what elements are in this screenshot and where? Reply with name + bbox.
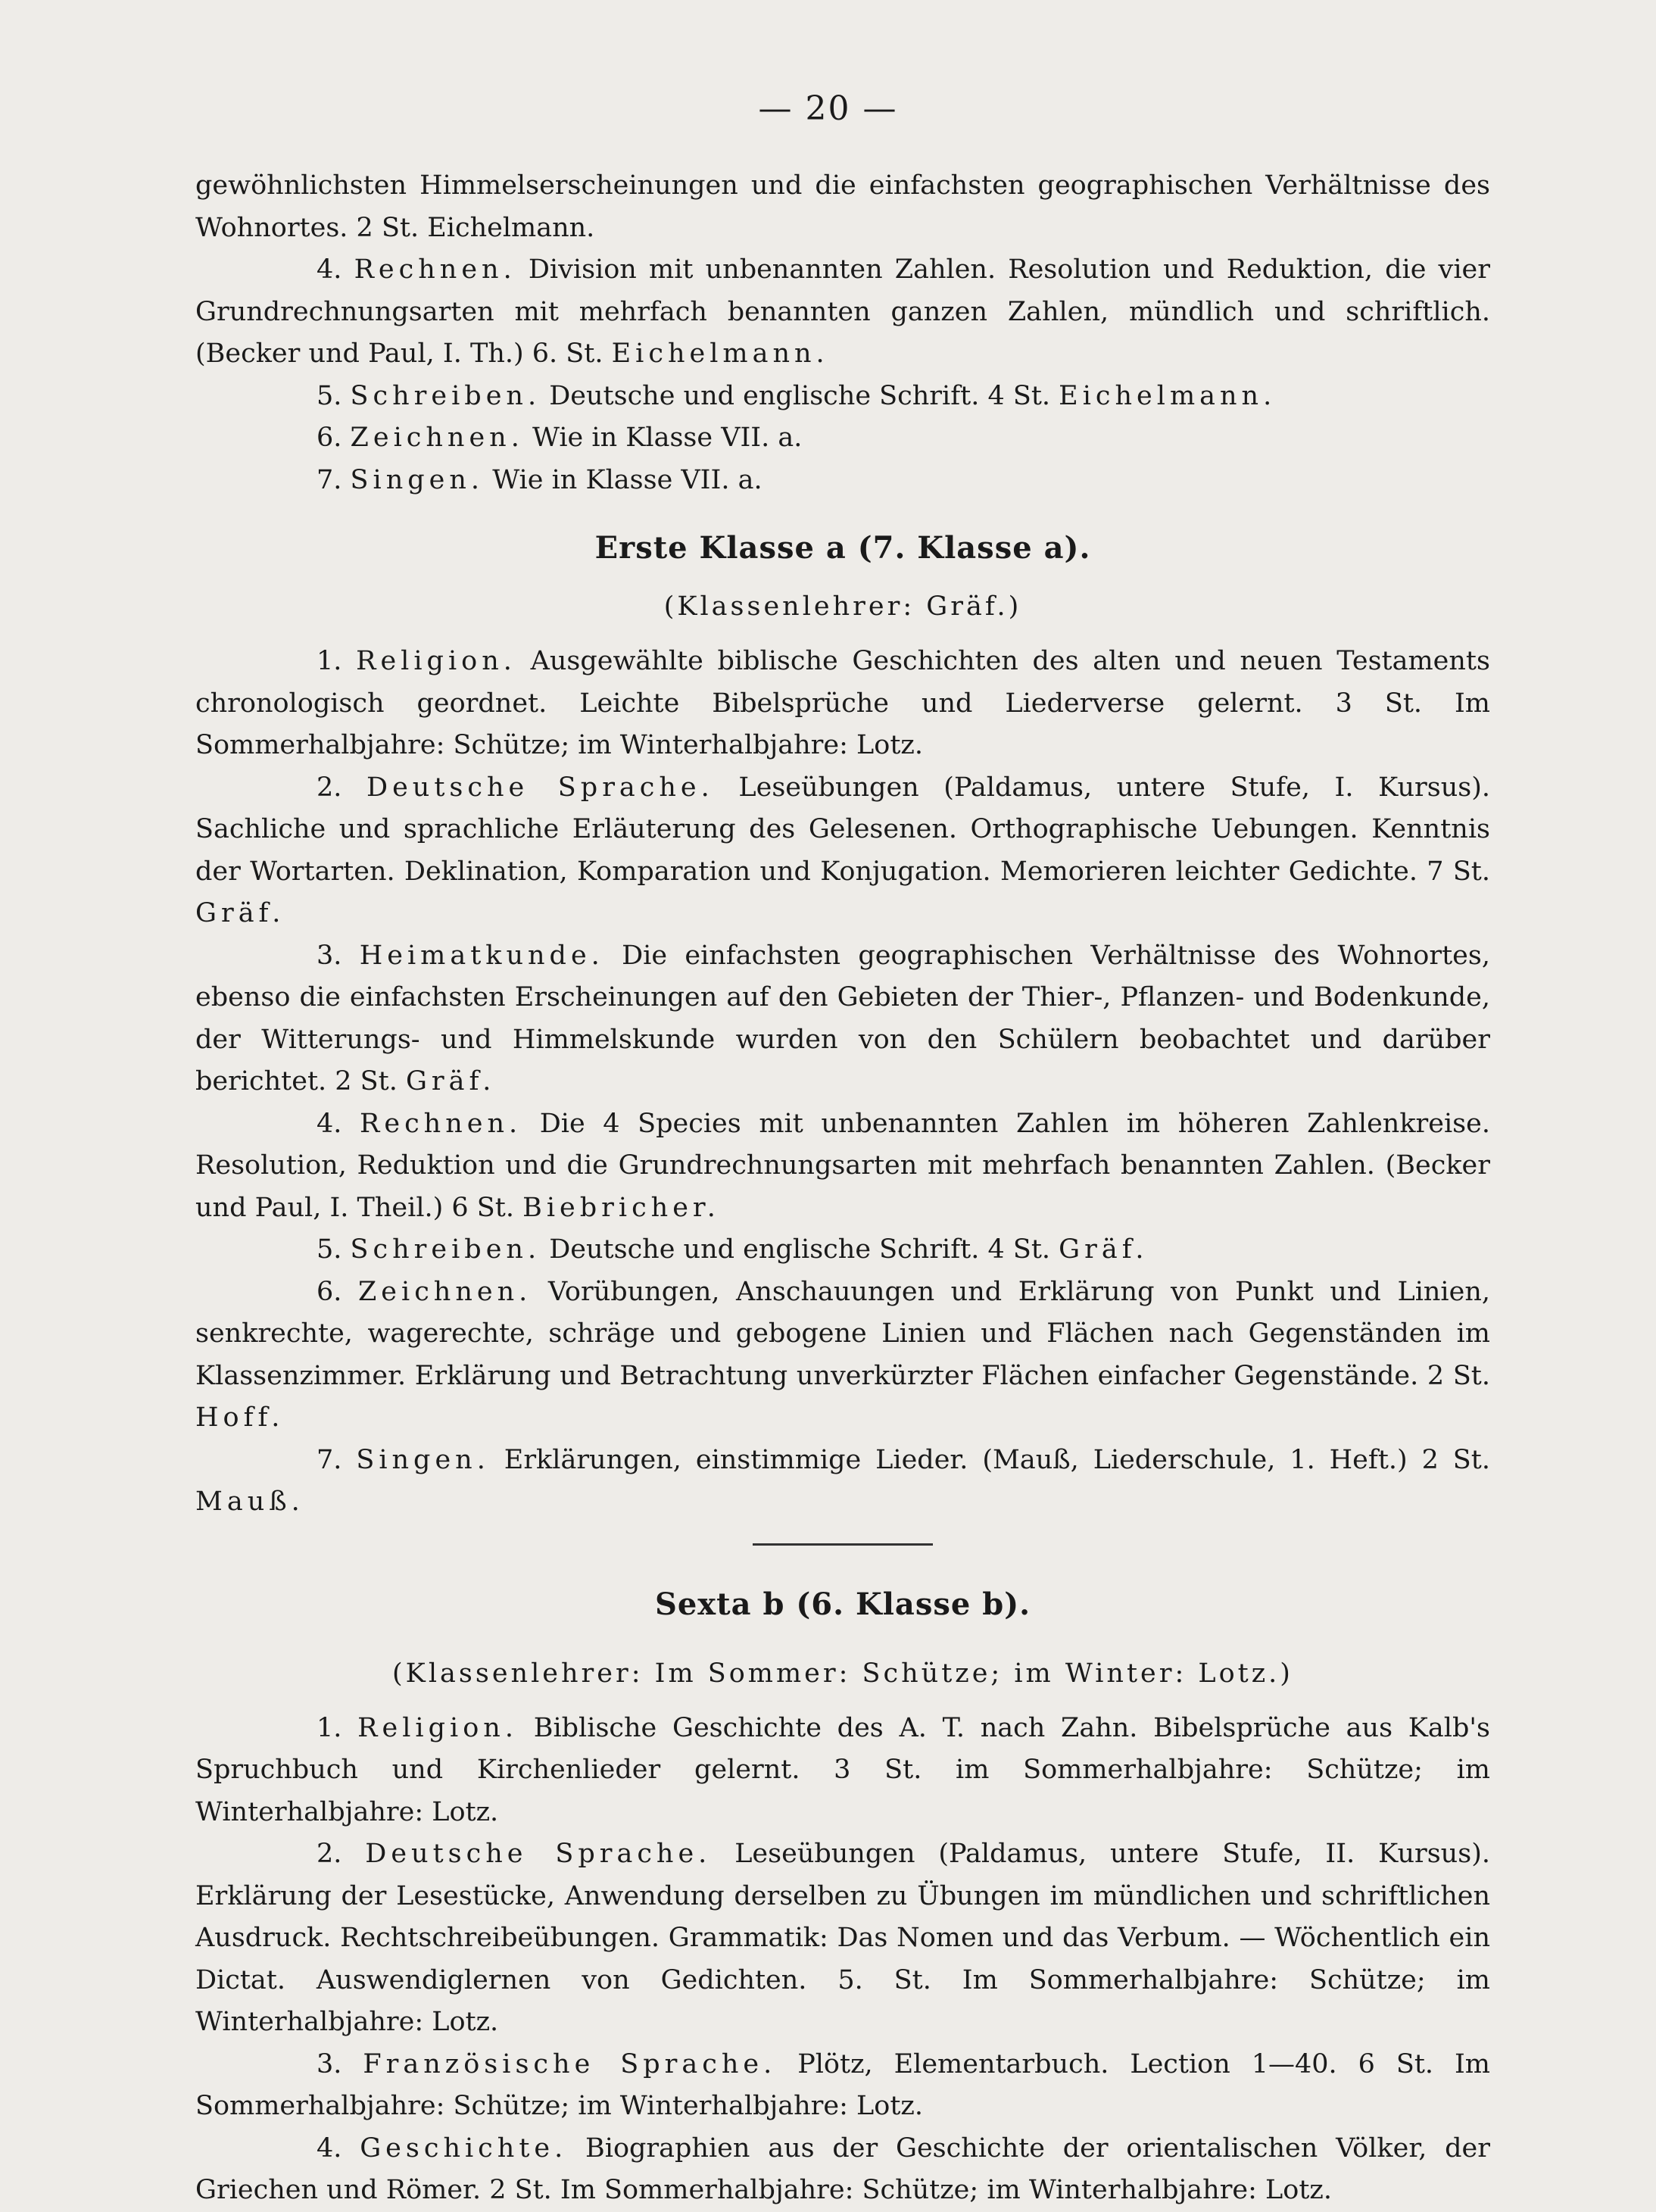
list-item: 6. Zeichnen. Wie in Klasse VII. a. [317,423,803,453]
page-number: — 20 — [758,89,898,128]
section1-items [195,249,1490,501]
list-item: 5. Schreiben. Deutsche und englische Schrift. 4 St. Eichelmann. [317,380,1277,411]
list-item: 4. Rechnen. Division mit unbenannten Zahlen. Resolution und Reduktion, die vier Grundrechnungsarten mit mehrfach benannten ganzen Zahlen, mündlich und schriftlich. (Becker und Paul, I. Th.) 6. St. Eichelmann. [195,254,1490,369]
list-item: 7. Singen. Wie in Klasse VII. a. [317,464,763,495]
list-item: 3. Französische Sprache. Plötz, Elementarbuch. Lection 1—40. 6 St. Im Sommerhalbjahre: Schütze; im Winterhalbjahre: Lotz. [195,2048,1490,2121]
teacher-name: Eichelmann. [611,339,829,369]
list-item: 1. Religion. Biblische Geschichte des A. T. nach Zahn. Bibelsprüche aus Kalb's Spruchbuch und Kirchenlieder gelernt. 3 St. im Sommerhalbjahre: Schütze; im Winterhalbjahre: Lotz. [195,1712,1490,1827]
section2-items [195,641,1490,1524]
subject-label: Singen. [356,1444,490,1475]
section-heading: Sexta b (6. Klasse b). [654,1586,1031,1622]
list-item: 4. Geschichte. Biographien aus der Geschichte der orientalischen Völker, der Griechen und Römer. 2 St. Im Sommerhalbjahre: Schütze; im Winterhalbjahre: Lotz. [195,2132,1490,2205]
section-subtitle: (Klassenlehrer: Im Sommer: Schütze; im Winter: Lotz.) [392,1658,1293,1689]
continuation-paragraph: gewöhnlichsten Himmelserscheinungen und die einfachsten geographischen Verhältnisse des Wohnortes. 2 St. Eichelmann. [195,170,1490,243]
teacher-name: Gräf. [195,898,285,928]
subject-label: Geschichte. [360,2132,568,2164]
list-item: 7. Singen. Erklärungen, einstimmige Lieder. (Mauß, Liederschule, 1. Heft.) 2 St. Mauß. [195,1444,1490,1517]
subject-label: Schreiben. [350,1234,541,1265]
subject-label: Religion. [357,1712,518,1743]
page-content [195,165,1490,2212]
subject-label: Heimatkunde. [359,940,604,971]
list-item: 2. Deutsche Sprache. Leseübungen (Paldamus, untere Stufe, I. Kursus). Sachliche und sprachliche Erläuterung des Gelesenen. Orthographische Uebungen. Kenntnis der Wortarten. Deklination, Komparation und Konjugation. Memorieren leichter Gedichte. 7 St. Gräf. [195,772,1490,928]
subject-label: Religion. [356,646,516,676]
subject-label: Deutsche Sprache. [365,1839,712,1869]
subject-label: Singen. [350,464,485,495]
list-item: 1. Religion. Ausgewählte biblische Geschichten des alten und neuen Testaments chronologisch geordnet. Leichte Bibelsprüche und Liederverse gelernt. 3 St. Im Sommerhalbjahre: Schütze; im Winterhalbjahre: Lotz. [195,646,1490,760]
section-heading: Erste Klasse a (7. Klasse a). [594,530,1091,566]
subject-label: Rechnen. [360,1108,522,1139]
teacher-name: Biebricher. [522,1192,720,1223]
list-item: 5. Schreiben. Deutsche und englische Schrift. 4 St. Gräf. [317,1234,1149,1265]
section3-items [195,1708,1490,2212]
subject-label: Französische Sprache. [363,2048,777,2079]
subject-label: Schreiben. [350,380,541,411]
list-item: 2. Deutsche Sprache. Leseübungen (Paldamus, untere Stufe, II. Kursus). Erklärung der Lesestücke, Anwendung derselben zu Übungen im mündlichen und schriftlichen Ausdruck. Rechtschreibeübungen. Grammatik: Das Nomen und das Verbum. — Wöchentlich ein Dictat. Auswendiglernen von Gedichten. 5. St. Im Sommerhalbjahre: Schütze; im Winterhalbjahre: Lotz. [195,1839,1490,2037]
section-divider [753,1543,933,1546]
list-item: 3. Heimatkunde. Die einfachsten geographischen Verhältnisse des Wohnortes, ebenso die einfachsten Erscheinungen auf den Gebieten der Thier-, Pflanzen- und Bodenkunde, der Witterungs- und Himmelskunde wurden von den Schülern beobachtet und darüber berichtet. 2 St. Gräf. [195,940,1490,1097]
list-item: 4. Rechnen. Die 4 Species mit unbenannten Zahlen im höheren Zahlenkreise. Resolution, Reduktion und die Grundrechnungsarten mit mehrfach benannten Zahlen. (Becker und Paul, I. Theil.) 6 St. Biebricher. [195,1108,1490,1223]
subject-label: Deutsche Sprache. [366,772,714,803]
subject-label: Zeichnen. [357,1276,532,1307]
teacher-name: Mauß. [195,1487,304,1517]
section-subtitle: (Klassenlehrer: Gräf.) [663,591,1022,622]
list-item: 6. Zeichnen. Vorübungen, Anschauungen und Erklärung von Punkt und Linien, senkrechte, wagerechte, schräge und gebogene Linien und Flächen nach Gegenständen im Klassenzimmer. Erklärung und Betrachtung unverkürzter Flächen einfacher Gegenstände. 2 St. Hoff. [195,1276,1490,1433]
subject-label: Zeichnen. [350,423,524,453]
subject-label: Rechnen. [354,254,516,285]
teacher-name: Gräf. [1059,1234,1149,1265]
teacher-name: Hoff. [195,1402,285,1433]
teacher-name: Gräf. [405,1066,496,1097]
teacher-name: Eichelmann. [1059,380,1277,411]
